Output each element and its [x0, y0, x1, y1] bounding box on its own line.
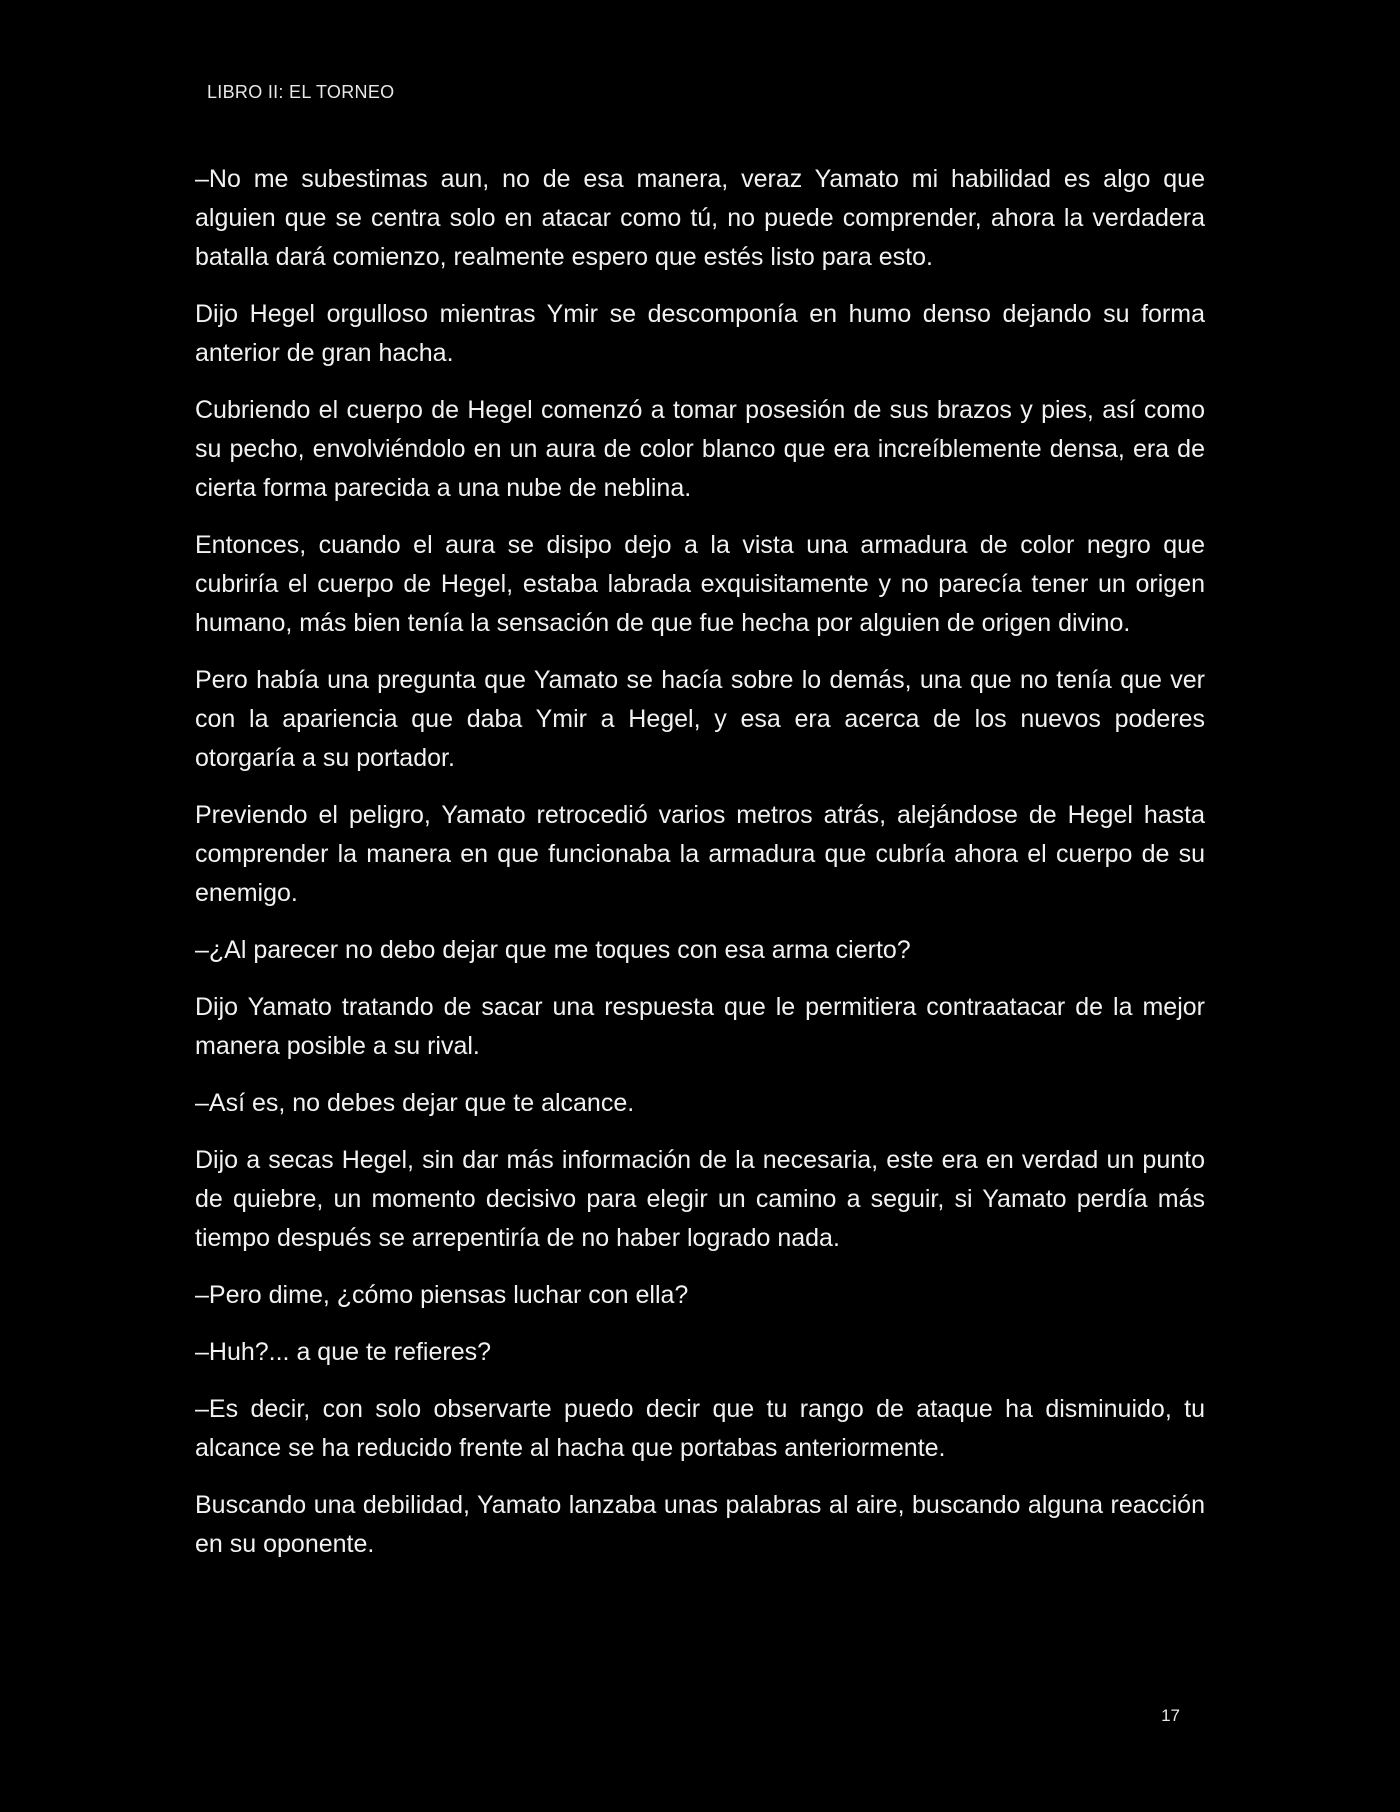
paragraph: –Es decir, con solo observarte puedo decir que tu rango de ataque ha disminuido, tu alcance se ha reducido frente al hacha que portabas anteriormente. [195, 1395, 1205, 1462]
paragraph: –¿Al parecer no debo dejar que me toques con esa arma cierto? [195, 936, 911, 964]
paragraph: Dijo Yamato tratando de sacar una respuesta que le permitiera contraatacar de la mejor manera posible a su rival. [195, 993, 1205, 1060]
page-body [195, 160, 1205, 1582]
running-header: LIBRO II: EL TORNEO [207, 82, 395, 102]
paragraph: Dijo a secas Hegel, sin dar más información de la necesaria, este era en verdad un punto de quiebre, un momento decisivo para elegir un camino a seguir, si Yamato perdía más tiempo después se arrepentiría de no haber logrado nada. [195, 1146, 1205, 1252]
paragraph: –Huh?... a que te refieres? [195, 1338, 492, 1366]
paragraph: Entonces, cuando el aura se disipo dejo a la vista una armadura de color negro que cubriría el cuerpo de Hegel, estaba labrada exquisitamente y no parecía tener un origen humano, más bien tenía la sensación de que fue hecha por alguien de origen divino. [195, 531, 1205, 637]
paragraph: –Así es, no debes dejar que te alcance. [195, 1089, 635, 1117]
page-number: 17 [1161, 1706, 1180, 1725]
paragraph: Previendo el peligro, Yamato retrocedió varios metros atrás, alejándose de Hegel hasta comprender la manera en que funcionaba la armadura que cubría ahora el cuerpo de su enemigo. [195, 801, 1205, 907]
paragraph: Cubriendo el cuerpo de Hegel comenzó a tomar posesión de sus brazos y pies, así como su pecho, envolviéndolo en un aura de color blanco que era increíblemente densa, era de cierta forma parecida a una nube de neblina. [195, 396, 1205, 502]
paragraph: –No me subestimas aun, no de esa manera, veraz Yamato mi habilidad es algo que alguien que se centra solo en atacar como tú, no puede comprender, ahora la verdadera batalla dará comienzo, realmente espero que estés listo para esto. [195, 165, 1205, 271]
paragraph: –Pero dime, ¿cómo piensas luchar con ella? [195, 1281, 689, 1309]
paragraph: Dijo Hegel orgulloso mientras Ymir se descomponía en humo denso dejando su forma anterior de gran hacha. [195, 300, 1205, 367]
paragraph: Buscando una debilidad, Yamato lanzaba unas palabras al aire, buscando alguna reacción en su oponente. [195, 1491, 1205, 1558]
paragraph: Pero había una pregunta que Yamato se hacía sobre lo demás, una que no tenía que ver con la apariencia que daba Ymir a Hegel, y esa era acerca de los nuevos poderes otorgaría a su portador. [195, 666, 1205, 772]
